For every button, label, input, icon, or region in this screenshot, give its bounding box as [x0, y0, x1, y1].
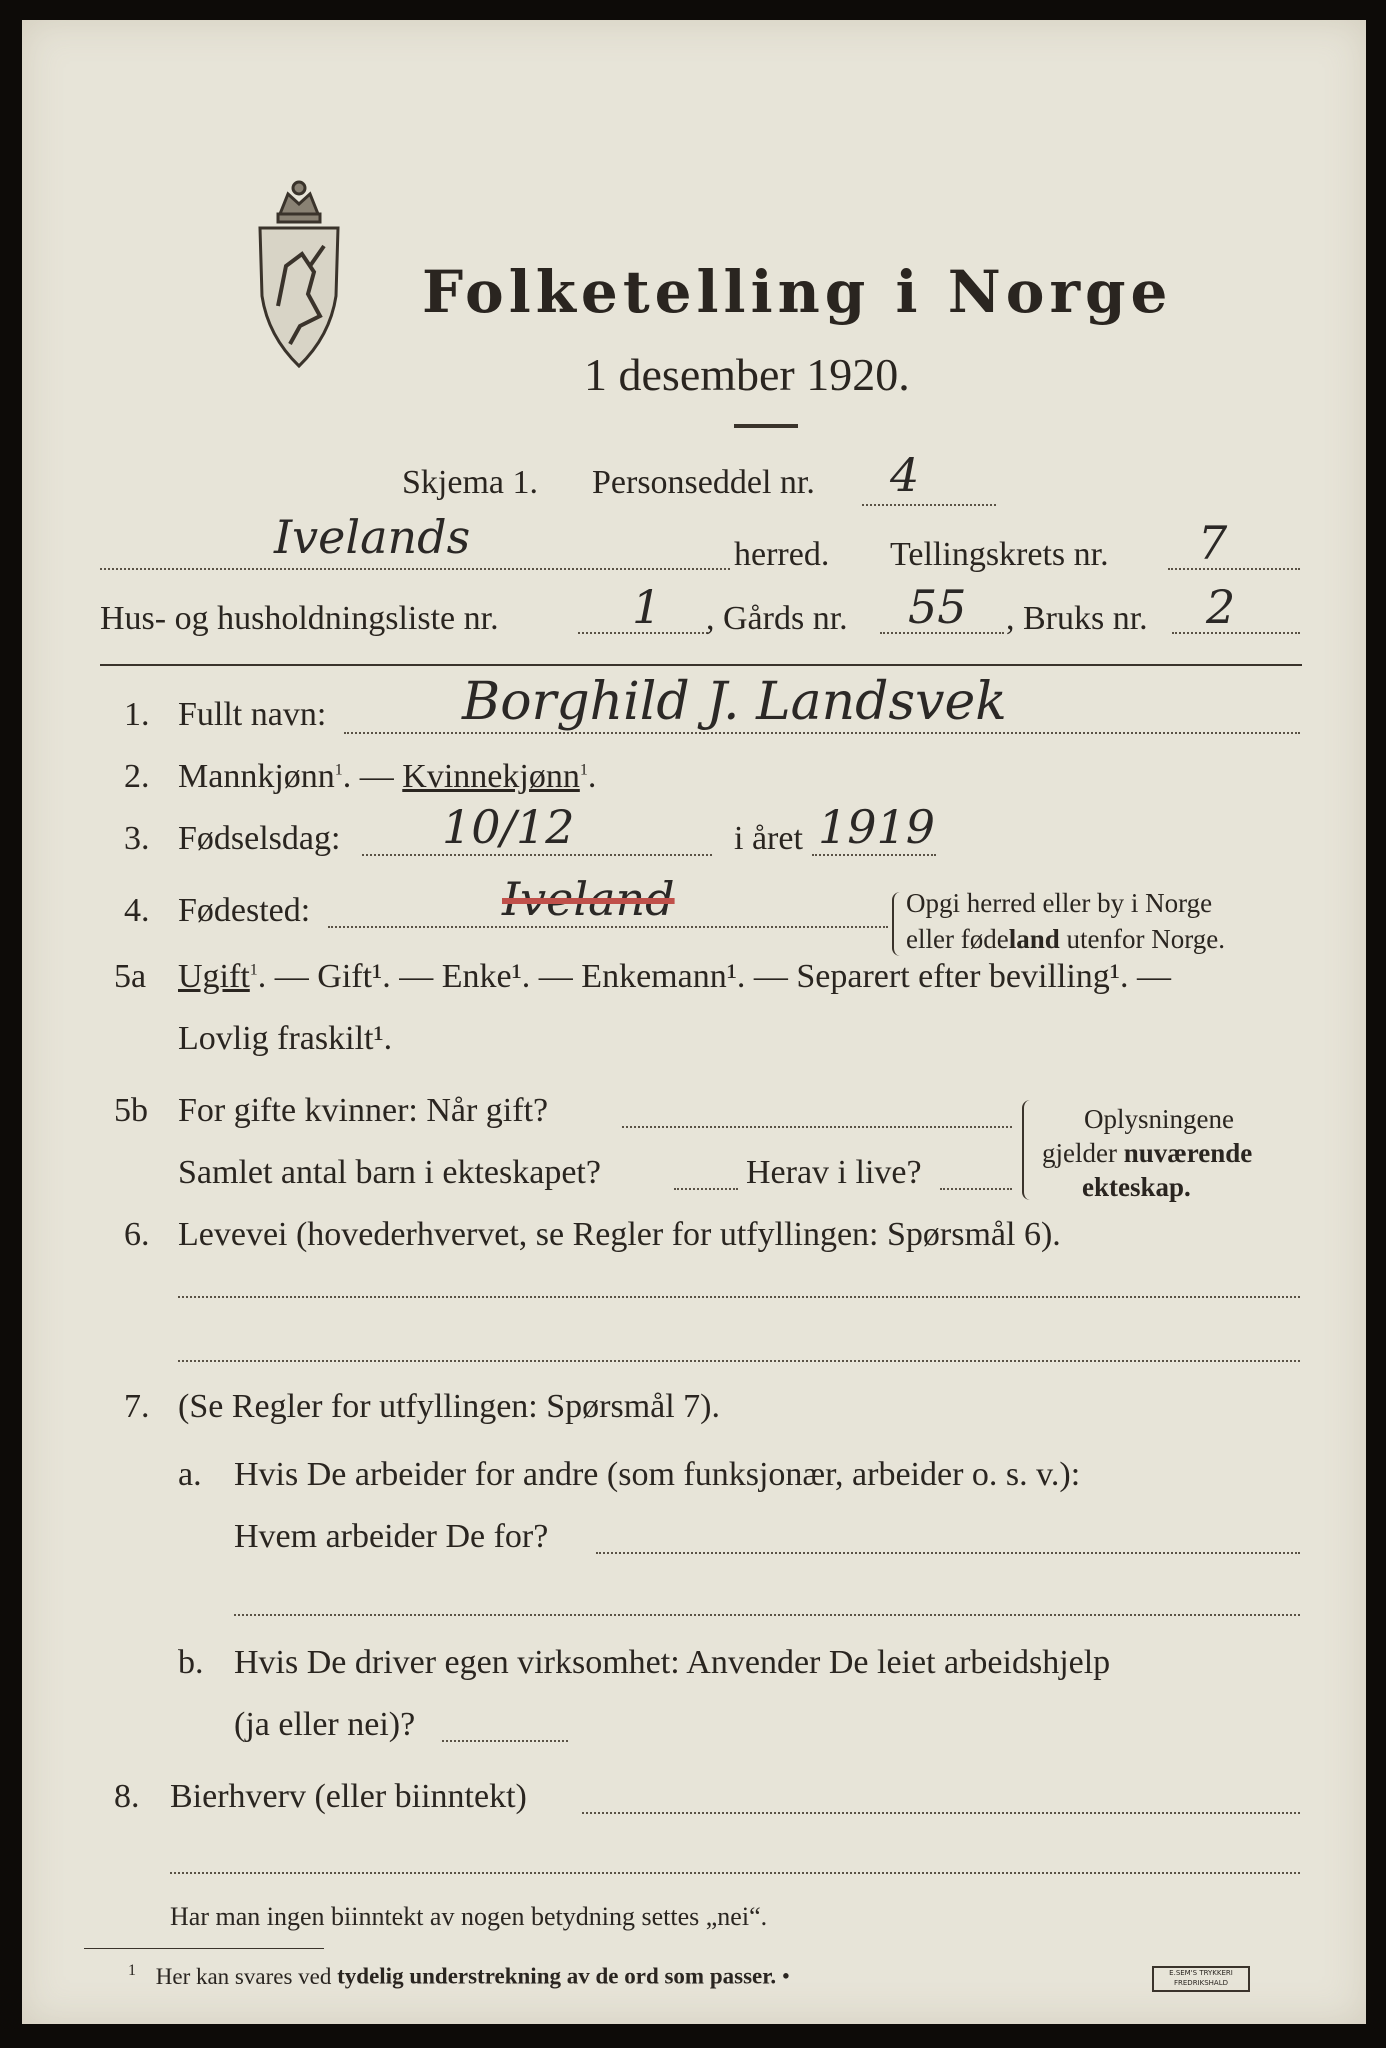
- q7b-line2: (ja eller nei)?: [234, 1706, 416, 1743]
- q1-line: [344, 732, 1300, 734]
- q7-label: (Se Regler for utfyllingen: Spørsmål 7).: [178, 1388, 721, 1425]
- q5b-brace: [1022, 1100, 1032, 1200]
- q7b-answer-line: [442, 1740, 568, 1742]
- q5b-number: 5b: [114, 1092, 148, 1129]
- q8-number: 8.: [114, 1778, 140, 1815]
- q5b-line2: Samlet antal barn i ekteskapet?: [178, 1154, 601, 1191]
- form-title: Folketelling i Norge: [422, 258, 1173, 326]
- q4-note-2: eller fødeland utenfor Norge.: [906, 924, 1225, 954]
- q3-number: 3.: [124, 820, 150, 857]
- personseddel-line: [862, 504, 996, 506]
- q7-number: 7.: [124, 1388, 150, 1425]
- q3-label: Fødselsdag:: [178, 820, 341, 857]
- personseddel-value[interactable]: 4: [890, 448, 920, 502]
- q4-number: 4.: [124, 892, 150, 929]
- q7a-line2: Hvem arbeider De for?: [234, 1518, 549, 1555]
- q4-note-1: Opgi herred eller by i Norge: [906, 888, 1213, 918]
- q5a-line2[interactable]: Lovlig fraskilt¹.: [178, 1020, 393, 1057]
- tellingskrets-line: [1168, 568, 1300, 570]
- bruks-line: [1172, 632, 1300, 634]
- q7b-letter: b.: [178, 1644, 204, 1681]
- q3-line: [362, 854, 712, 856]
- q1-label: Fullt navn:: [178, 696, 327, 733]
- q5a-other-options[interactable]: . — Gift¹. — Enke¹. — Enkemann¹. — Separert efter bevilling¹. —: [257, 958, 1171, 995]
- coat-of-arms-icon: [250, 176, 348, 376]
- census-date: 1 desember 1920.: [584, 349, 910, 400]
- q8-label: Bierhverv (eller biinntekt): [170, 1778, 527, 1815]
- footnote-divider: [84, 1948, 324, 1949]
- q8-line-2: [170, 1872, 1300, 1874]
- hus-value[interactable]: 1: [632, 580, 662, 634]
- q6-label: Levevei (hovederhvervet, se Regler for utfyllingen: Spørsmål 6).: [178, 1216, 1061, 1253]
- q7b-label: Hvis De driver egen virksomhet: Anvender De leiet arbeidshjelp: [234, 1644, 1111, 1681]
- q5b-live-label: Herav i live?: [746, 1154, 922, 1191]
- bruks-label: , Bruks nr.: [1006, 600, 1148, 637]
- hus-label: Hus- og husholdningsliste nr.: [100, 600, 499, 637]
- q5b-note-1: Oplysningene: [1084, 1104, 1234, 1134]
- q4-line: [328, 926, 888, 928]
- q3-year-line: [812, 854, 936, 856]
- q6-line-1: [178, 1296, 1300, 1298]
- q6-line-2: [178, 1360, 1300, 1362]
- q5a-options: Ugift$^1$. — Gift¹. — Enke¹. — Enkemann¹. — Separert efter bevilling¹. —: [178, 958, 1171, 995]
- q5a-number: 5a: [114, 958, 147, 995]
- q6-number: 6.: [124, 1216, 150, 1253]
- q5a-ugift-option[interactable]: Ugift: [178, 958, 250, 995]
- q7a-extra-line: [234, 1614, 1300, 1616]
- herred-line: [100, 568, 730, 570]
- q5b-note-2: gjelder nuværende: [1042, 1138, 1253, 1168]
- q5b-note-3: ekteskap.: [1082, 1172, 1191, 1202]
- tellingskrets-value[interactable]: 7: [1198, 516, 1228, 570]
- q7a-label: Hvis De arbeider for andre (som funksjonær, arbeider o. s. v.):: [234, 1456, 1081, 1493]
- footnote-mark: 1: [128, 1962, 136, 1979]
- q1-number: 1.: [124, 696, 150, 733]
- tellingskrets-label: Tellingskrets nr.: [890, 536, 1109, 573]
- q2-options: Mannkjønn$^1$. — Kvinnekjønn$^1$.: [178, 758, 597, 795]
- gards-value[interactable]: 55: [908, 580, 967, 634]
- gards-label: , Gårds nr.: [706, 600, 848, 637]
- q7a-employer-line: [596, 1552, 1300, 1554]
- header-divider: [100, 664, 1302, 666]
- q3-year-label: i året: [734, 820, 803, 857]
- q4-label: Fødested:: [178, 892, 311, 929]
- herred-label: herred.: [734, 536, 830, 573]
- skjema-label: Skjema 1.: [402, 464, 538, 501]
- q5b-children-line: [674, 1188, 738, 1190]
- q2-number: 2.: [124, 758, 150, 795]
- q5b-label: For gifte kvinner: Når gift?: [178, 1092, 549, 1129]
- census-form-page: [22, 20, 1366, 2024]
- q8-note: Har man ingen biinntekt av nogen betydning settes „nei“.: [170, 1902, 768, 1931]
- q2-male-option[interactable]: Mannkjønn: [178, 758, 335, 795]
- bruks-value[interactable]: 2: [1206, 580, 1236, 634]
- q4-value[interactable]: Iveland: [502, 872, 675, 926]
- footnote: $^1$ Her kan svares ved tydelig understrekning av de ord som passer. •: [128, 1962, 790, 1989]
- q3-value[interactable]: 10/12: [442, 800, 575, 854]
- title-divider: [734, 424, 798, 428]
- personseddel-label: Personseddel nr.: [592, 464, 815, 501]
- printer-mark: E.SEM'S TRYKKERI FREDRIKSHALD: [1152, 1966, 1250, 1992]
- q2-separator: . —: [342, 758, 403, 795]
- q1-value[interactable]: Borghild J. Landsvek: [462, 672, 1007, 732]
- herred-value[interactable]: Ivelands: [274, 510, 471, 564]
- q8-line-1: [582, 1812, 1300, 1814]
- q3-year-value[interactable]: 1919: [818, 800, 936, 854]
- q5b-live-line: [940, 1188, 1012, 1190]
- q7a-letter: a.: [178, 1456, 202, 1493]
- q5b-married-line: [622, 1126, 1012, 1128]
- q2-female-option[interactable]: Kvinnekjønn: [402, 758, 580, 795]
- q4-brace: [892, 892, 902, 956]
